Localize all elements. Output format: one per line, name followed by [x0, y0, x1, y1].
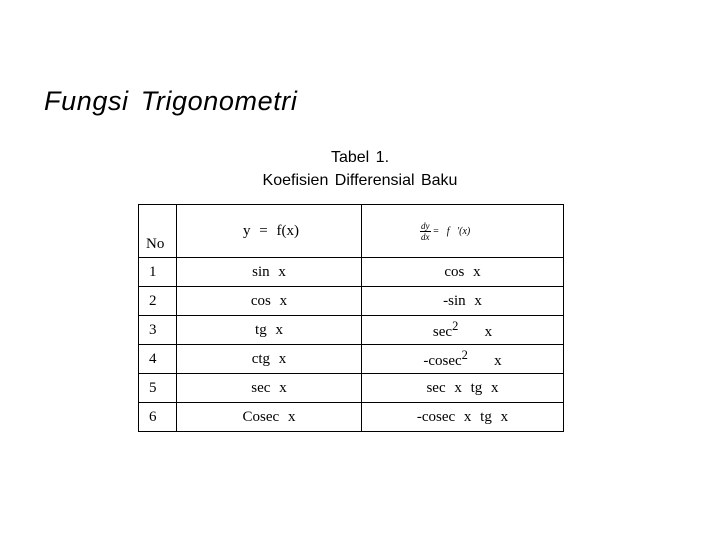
- table-row: [139, 374, 564, 403]
- row-function: [177, 287, 362, 316]
- row-number: 3: [139, 316, 177, 345]
- derivative-variable: x: [484, 324, 493, 340]
- derivative-text: [433, 319, 492, 341]
- row-derivative: [362, 403, 564, 432]
- row-function: [177, 403, 362, 432]
- row-number: 5: [139, 374, 177, 403]
- table-row: [139, 258, 564, 287]
- derivative-text: -sin x: [443, 292, 482, 309]
- derivative-rhs: = f '(x): [432, 225, 471, 237]
- header-function: y = f(x): [177, 205, 362, 258]
- fraction-denominator: dx: [421, 231, 430, 242]
- row-function: [177, 345, 362, 374]
- function-text: Cosec x: [242, 408, 296, 425]
- function-text: sin x: [252, 263, 286, 280]
- row-derivative: [362, 316, 564, 345]
- table-row: [139, 403, 564, 432]
- row-derivative: [362, 345, 564, 374]
- header-no: No: [139, 205, 177, 258]
- row-function: [177, 316, 362, 345]
- derivative-base: -cosec: [423, 353, 462, 369]
- derivative-text: [423, 348, 501, 370]
- row-number: 2: [139, 287, 177, 316]
- derivative-text: sec x tg x: [426, 379, 499, 396]
- derivative-variable: x: [494, 353, 502, 369]
- function-text: cos x: [250, 292, 288, 309]
- derivative-exponent: 2: [452, 319, 459, 333]
- slide-title: Fungsi Trigonometri: [44, 86, 298, 116]
- table-row: [139, 345, 564, 374]
- row-number: 4: [139, 345, 177, 374]
- derivative-exponent: 2: [461, 348, 468, 362]
- row-function: [177, 374, 362, 403]
- row-number: 6: [139, 403, 177, 432]
- derivative-text: -cosec x tg x: [416, 408, 509, 425]
- table-row: [139, 287, 564, 316]
- row-function: [177, 258, 362, 287]
- row-derivative: [362, 287, 564, 316]
- table-caption-title: Koefisien Differensial Baku: [262, 172, 458, 189]
- function-text: ctg x: [251, 350, 287, 367]
- row-derivative: [362, 374, 564, 403]
- fraction-numerator: dy: [421, 220, 430, 231]
- differential-coefficient-table: [138, 204, 564, 432]
- table-row: [139, 316, 564, 345]
- function-text: sec x: [251, 379, 287, 396]
- table-caption-label: Tabel 1.: [330, 149, 390, 166]
- header-derivative: [362, 205, 564, 258]
- function-text: tg x: [255, 321, 283, 338]
- derivative-base: sec: [432, 324, 453, 340]
- derivative-fraction: [420, 221, 431, 242]
- derivative-text: cos x: [444, 263, 481, 280]
- row-number: 1: [139, 258, 177, 287]
- row-derivative: [362, 258, 564, 287]
- table-header-row: [139, 205, 564, 258]
